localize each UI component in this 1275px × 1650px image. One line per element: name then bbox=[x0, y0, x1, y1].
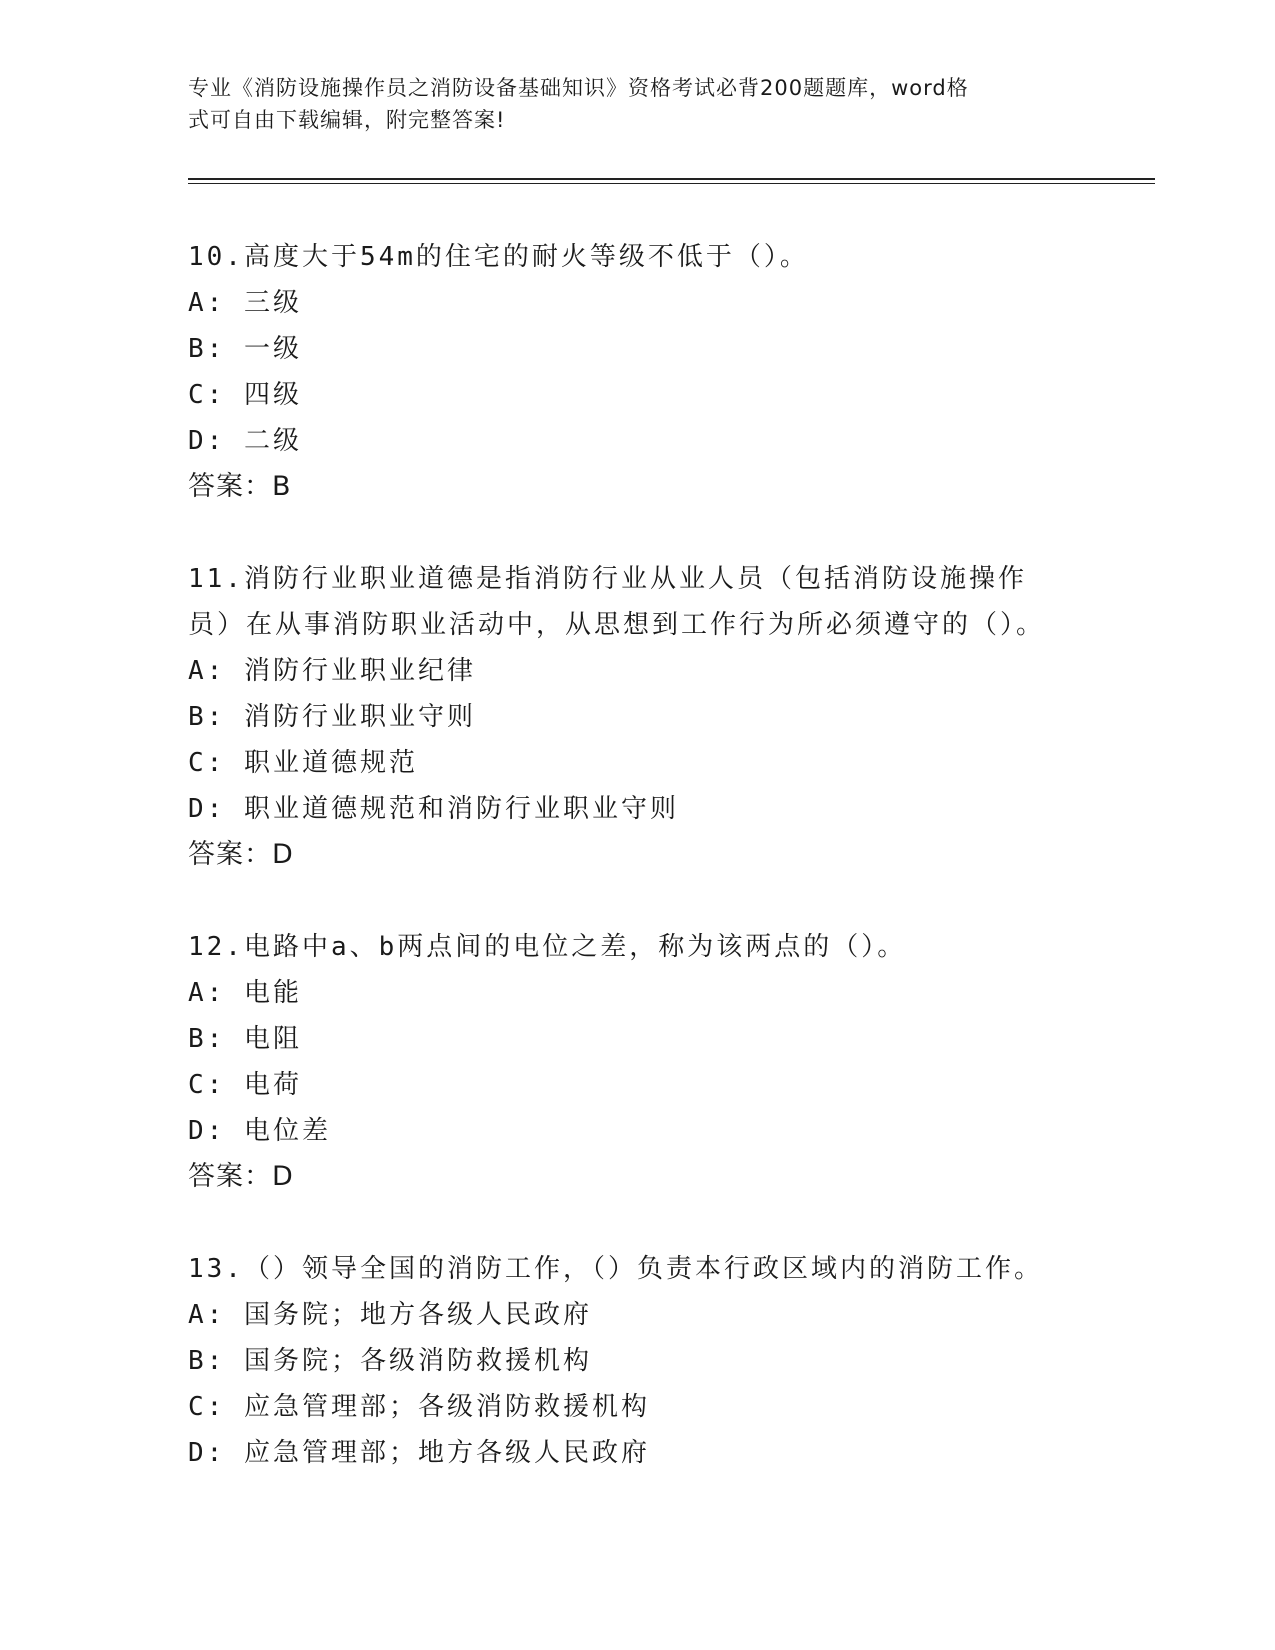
option-d: D: 电位差 bbox=[188, 1116, 331, 1146]
option-b: B: 一级 bbox=[188, 334, 302, 364]
option-b: B: 消防行业职业守则 bbox=[188, 702, 476, 732]
question-12 bbox=[188, 924, 1088, 1200]
option-a: A: 国务院；地方各级人民政府 bbox=[188, 1300, 592, 1330]
option-a: A: 消防行业职业纪律 bbox=[188, 656, 476, 686]
header-divider-thick bbox=[188, 178, 1155, 180]
option-d: D: 职业道德规范和消防行业职业守则 bbox=[188, 794, 679, 824]
option-b: B: 国务院；各级消防救援机构 bbox=[188, 1346, 592, 1376]
option-a: A: 电能 bbox=[188, 978, 302, 1008]
option-c: C: 电荷 bbox=[188, 1070, 302, 1100]
question-13 bbox=[188, 1246, 1088, 1476]
question-11 bbox=[188, 556, 1088, 878]
answer-line: 答案：B bbox=[188, 471, 292, 502]
question-10 bbox=[188, 234, 1088, 510]
question-list bbox=[188, 234, 1088, 1476]
question-stem: 10.高度大于54m的住宅的耐火等级不低于（）。 bbox=[188, 242, 809, 272]
option-c: C: 职业道德规范 bbox=[188, 748, 418, 778]
question-spacer bbox=[188, 510, 1088, 556]
question-stem: 13.（）领导全国的消防工作，（）负责本行政区域内的消防工作。 bbox=[188, 1254, 1043, 1284]
option-c: C: 应急管理部；各级消防救援机构 bbox=[188, 1392, 650, 1422]
header-divider-thin bbox=[188, 183, 1155, 184]
document-header bbox=[188, 72, 1068, 136]
option-b: B: 电阻 bbox=[188, 1024, 302, 1054]
option-d: D: 二级 bbox=[188, 426, 302, 456]
header-title-line-1: 专业《消防设施操作员之消防设备基础知识》资格考试必背200题题库，word格 bbox=[188, 76, 969, 100]
header-title-line-2: 式可自由下载编辑，附完整答案! bbox=[188, 108, 506, 132]
question-spacer bbox=[188, 878, 1088, 924]
question-stem: 11.消防行业职业道德是指消防行业从业人员（包括消防设施操作员）在从事消防职业活动中，从思想到工作行为所必须遵守的（）。 bbox=[188, 564, 1046, 640]
option-d: D: 应急管理部；地方各级人民政府 bbox=[188, 1438, 650, 1468]
question-spacer bbox=[188, 1200, 1088, 1246]
option-a: A: 三级 bbox=[188, 288, 302, 318]
option-c: C: 四级 bbox=[188, 380, 302, 410]
question-stem: 12.电路中a、b两点间的电位之差，称为该两点的（）。 bbox=[188, 932, 907, 962]
answer-line: 答案：D bbox=[188, 839, 294, 870]
answer-line: 答案：D bbox=[188, 1161, 294, 1192]
